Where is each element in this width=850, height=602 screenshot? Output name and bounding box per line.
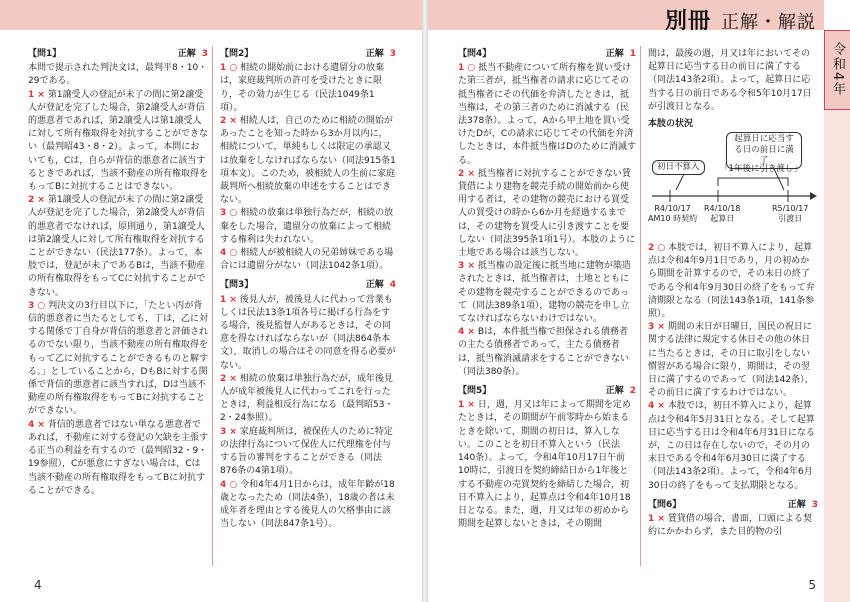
choice-mark: 3 ○ [220,208,238,219]
choice-mark: 4 × [458,327,475,338]
choice-4 [220,479,396,532]
choice-text: 相続人は，自己のために相続の開始があったことを知った時から3か月以内に，相続について，単純もしくは限定の承認又は放棄をしなければならない（同法915条1項本文）。このため，被相続人の生前に家庭裁判所へ相続放棄の申述をすることはできない。 [220,116,396,206]
date-label-3 [772,204,808,224]
choice-1 [458,62,636,168]
choice-text: 令和4年4月1日からは，成年年齢が18歳となったため（同法4条），18歳の者は未成年者を理由とする後見人の欠格事由に該当しない（同法847条1号）。 [220,479,395,530]
date-value: R4/10/17 [654,204,691,214]
choice-text: 抵当権者に対抗することができない賃貸借により建物を競売手続の開始前から使用する者は，その建物の競売における買受人の買受けの時から6か月を経過するまでは，その建物を買受人に引き渡すことを要しない（同法395条1項1号）。本肢のように土地である場合は該当しない。 [458,168,636,259]
choice-text: 第1譲受人の登記が未了の間に第2譲受人が登記を完了した場合，第2譲受人が背信的悪意者でなければ，原則通り，第1譲受人は第2譲受人に対して所有権取得を対抗することができない（民法177条）。よって，本肢では，登記が未了であるBは，当該不動産の所有権取得をもってCに対抗することができない。 [28,195,206,298]
title-main: 別冊 [664,9,711,34]
column-q1 [28,48,208,498]
choice-text: 相続人が被相続人の兄弟姉妹である場合には遺留分がない（同法1042条1項）。 [220,248,394,272]
choice-text: 抵当不動産について所有権を買い受けた第三者が，抵当権者の請求に応じてその抵当権者にその代価を弁済したときは，抵当権は，その第三者のために消滅する（民法378条）。よって，Aから甲土地を買い受けたDが，Cの請求に応じてその代価を弁済したときは，本件抵当権はDのために消滅する。 [458,63,636,166]
choice-1 [458,399,636,531]
choice-4 [648,400,818,492]
answer-value: 3 [201,49,208,59]
answer-value: 3 [811,499,818,510]
choice-3 [648,321,818,400]
choice-mark: 2 × [28,195,45,206]
title-sub: 正解・解説 [721,12,816,33]
choice-text: 後見人が，被後見人に代わって営業もしくは民法13条1項各号に掲げる行為をする場合，後見監督人があるときは，その同意を得なければならないが（同法864条本文），取消しの場合はその同意を得る必要がない。 [220,294,396,371]
choice-1 [28,89,208,195]
date-caption: 引渡日 [778,214,803,224]
choice-4 [220,247,396,273]
choice-text: 賃貸借の場合，書面，口頭による契約にかかわらず，また目的物の引 [648,514,812,538]
choice-text: 相続の放棄は単独行為だが，成年後見人が成年被後見人に代わってこれを行ったときは，利益相反行為になる（最判昭53・2・24参照）。 [220,373,394,424]
question-heading: 【問6】 [648,499,682,510]
choice-4 [28,419,208,498]
choice-3 [220,207,396,247]
choice-text: 期間の末日が日曜日，国民の祝日に関する法律に規定する休日その他の休日に当たるときは，その日に取引をしない慣習がある場合に限り，期間は，その翌日に満了するのであって（同法142条），その前日に満了するわけではない。 [648,322,814,399]
answer-label: 正解 [787,499,806,510]
choice-2 [220,373,396,426]
choice-mark: 3 × [648,322,665,333]
column-q2-q3 [220,48,396,531]
choice-mark: 2 × [220,116,237,127]
choice-mark: 1 × [220,294,237,305]
question-heading: 【問5】 [458,386,492,397]
answer-value: 2 [629,386,636,397]
answer-label: 正解 [605,386,624,397]
continued-text: 間は，最後の週，月又は年においてその起算日に応当する日の前日に満了する（同法143条2項）。よって，起算日に応当する日の前日である令和5年10月17日が引渡日となる。 [648,49,812,112]
date-value: R4/10/18 [704,204,741,214]
page-number-left: 4 [34,578,42,592]
choice-text: 家庭裁判所は，被保佐人のために特定の法律行為について保佐人に代理権を付与する旨の審判をすることができる（同法876条の4第1項）。 [220,426,393,477]
choice-text: Bは，本件抵当権で担保される債務者の主たる債務者であって，主たる債務者は，抵当権消滅請求をすることができない（同法380条）。 [458,327,630,377]
column-q4-q5 [458,48,636,531]
choice-4 [458,326,636,379]
date-label-2 [704,204,740,224]
callout-expiry: 起算日に応当する日の前日に満了 [726,132,802,169]
answer-label: 正解 [365,280,384,291]
question-heading: 【問2】 [220,49,254,59]
choice-2 [648,242,818,321]
choice-mark: 4 ○ [220,479,238,490]
choice-text: 背信的悪意者ではない単なる悪意者であれば，不動産に対する登記の欠缺を主張する正当の利益を有するので（最判昭32・9・19参照），Cが悪意にすぎない場合は，Cは当該不動産の所有権取得をもってBに対抗することができる。 [28,419,209,496]
choice-3 [458,260,636,326]
column-q5-q6 [648,48,818,539]
choice-text: 相続の放棄は単独行為だが，相続の放棄をした場合，遺留分の放棄によって相続する権利は失われない。 [220,208,394,245]
choice-1 [220,62,396,115]
choice-2 [220,115,396,207]
page-number-right: 5 [808,578,816,592]
date-label-1 [648,204,697,224]
choice-1 [648,513,818,539]
timeline-diagram [648,118,818,238]
page-title [665,4,816,35]
side-strip [824,110,850,602]
span-bracket [718,178,788,186]
answer-value: 1 [629,49,636,59]
choice-3 [28,300,208,419]
choice-mark: 2 × [458,168,475,179]
question-heading: 【問1】 [28,49,62,59]
choice-mark: 3 × [458,261,475,272]
callout-first-day: 初日不算入 [652,160,705,175]
choice-1 [220,294,396,373]
header-band [0,0,422,30]
choice-mark: 4 ○ [220,248,238,259]
choice-mark: 4 × [28,419,45,430]
choice-2 [458,168,636,260]
timeline-arrowhead [810,192,817,200]
choice-mark: 2 × [220,373,237,384]
choice-mark: 2 ○ [648,243,666,254]
answer-label: 正解 [177,49,196,59]
choice-text: 本肢では，初日不算入により，起算点は令和4年9月1日であり，月の初めから期間を計算するので，その末日の終了である令和4年9月30日の終了をもって弁済期限となる（同法143条1項，141条参照）。 [648,243,815,320]
span-label: 「1年後に引き渡し」 [720,164,802,175]
choice-2 [28,194,208,300]
choice-text: 本肢では，初日不算入により，起算点は令和4年5月31日となる。そして起算日に応当する日は令和4年6月31日になるが，この日は存在しないので，その月の末日である令和4年6月30日に満了する（同法143条2項）。よって，令和4年6月30日の終了をもって支払期限となる。 [648,401,815,491]
column-divider [640,46,641,566]
choice-mark: 1 × [28,89,45,100]
intro-text: 本問で提示された判決文は，最判平8・10・29である。 [28,63,208,87]
choice-text: 日，週，月又は年によって期間を定めたときは，その期間が午前零時から始まるときを除いて，期間の初日は，算入しない。このことを初日不算入という（民法140条）。よって，令和4年10月17日午前10時に，引渡日を契約締結日から1年後とする不動産の売買契約を締結した場合，初日不算入により，起算点は令和4年10月18日となる。また，週，月又は年の初めから期間を起算しないときは，その期間 [458,400,631,530]
choice-mark: 3 ○ [28,300,46,311]
date-caption: 起算日 [710,214,735,224]
left-page [0,0,422,602]
year-tab: 令和4年 [824,30,850,110]
question-heading: 【問4】 [458,49,492,59]
choice-mark: 3 × [220,426,237,437]
date-caption: AM10 時契約 [648,214,698,224]
choice-mark: 1 × [648,514,665,525]
choice-mark: 1 × [458,400,475,411]
choice-text: 判決文の3行目以下に，「たとい丙が背信的悪意者に当たるとしても，丁は，乙に対する関係で丁自身が背信的悪意者と評価されるのでない限り，当該不動産の所有権取得をもって乙に対抗することができるものと解する。」としていることから，DもBに対する関係で背信的悪意者に該当すれば，Dは当該不動産の所有権取得をもってBに対抗することができない。 [28,300,209,417]
choice-text: 第1譲受人の登記が未了の間に第2譲受人が登記を完了した場合，第2譲受人が背信的悪意者であれば，第2譲受人は第1譲受人に対して所有権取得を対抗することができない（最判昭43・8・2）。よって，本問においても，Cは，自らが背信的悪意者に該当するときであれば，当該不動産の所有権取得をもってBに対抗することはできない。 [28,89,209,193]
answer-value: 4 [389,280,396,291]
question-heading: 【問3】 [220,280,254,291]
column-divider [212,46,213,566]
answer-value: 3 [389,49,396,59]
answer-label: 正解 [605,49,624,59]
choice-mark: 1 ○ [458,63,476,74]
answer-label: 正解 [365,49,384,59]
choice-text: 抵当権の設定後に抵当地に建物が築造されたときは，抵当権者は，土地とともにその建物を競売することができるのであって（同法389条1項），建物の競売を申し立てなければならないわけではない。 [458,261,631,325]
right-page [428,0,850,602]
diagram-title: 本肢の状況 [648,119,694,130]
choice-mark: 4 × [648,401,665,412]
choice-mark: 1 ○ [220,63,238,74]
date-value: R5/10/17 [772,204,809,214]
choice-3 [220,426,396,479]
choice-text: 相続の開始前における遺留分の放棄は，家庭裁判所の許可を受けたときに限り，その効力が生じる（民法1049条1項）。 [220,63,385,113]
